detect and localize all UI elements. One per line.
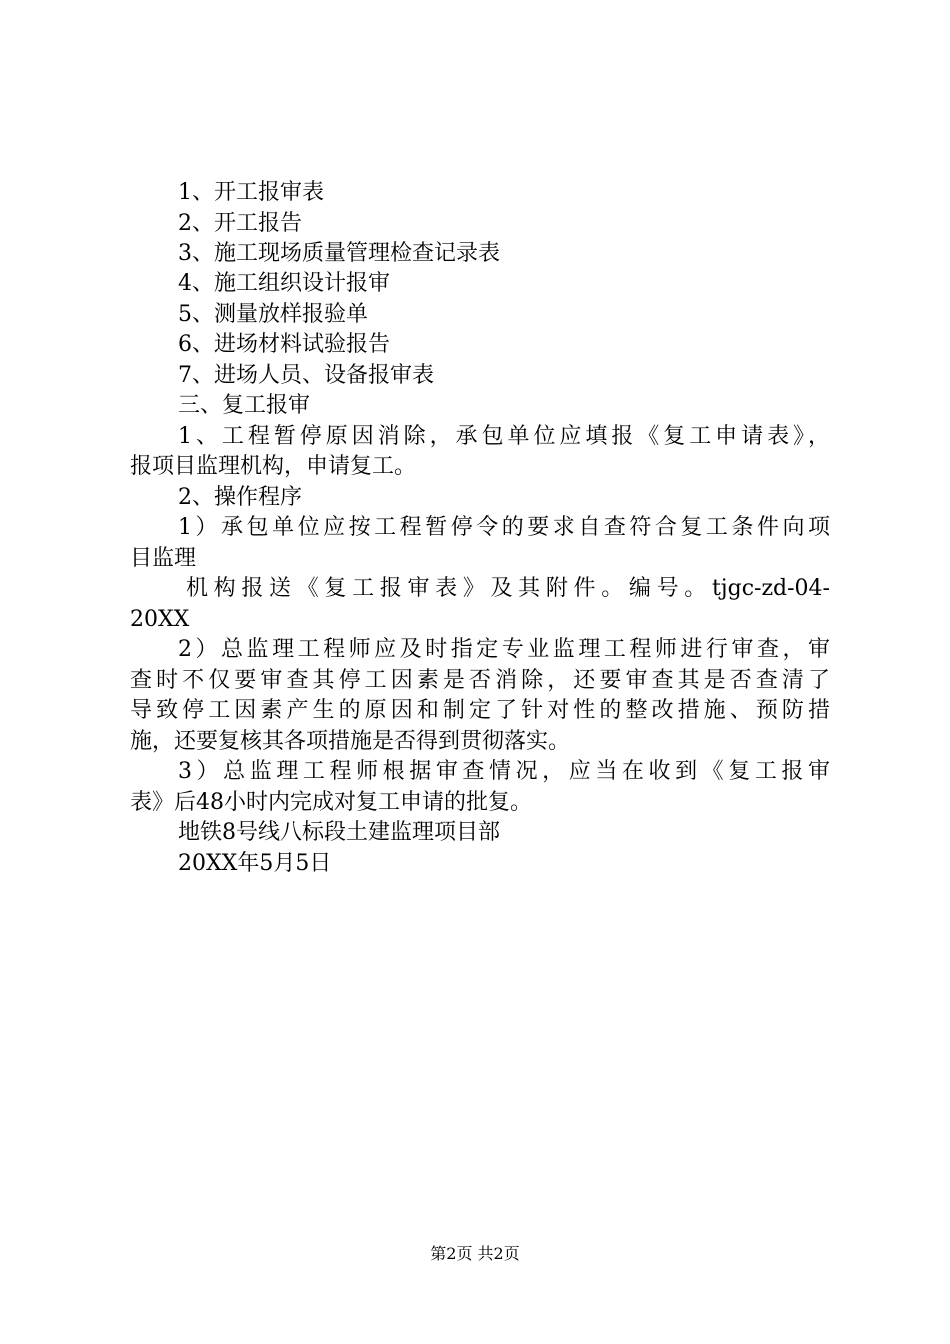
paragraph-line: 施，还要复核其各项措施是否得到贯彻落实。 (130, 729, 571, 754)
signature-date: 20XX年5月5日 (178, 851, 332, 876)
paragraph-line: 20XX (130, 607, 190, 632)
list-item-2: 2、开工报告 (178, 211, 302, 236)
list-item-7: 7、进场人员、设备报审表 (178, 363, 434, 388)
paragraph-line: 2）总监理工程师应及时指定专业监理工程师进行审查，审 (178, 637, 830, 662)
list-item-1: 1、开工报审表 (178, 180, 324, 205)
signature-organization: 地铁8号线八标段土建监理项目部 (178, 820, 500, 845)
paragraph-line: 查时不仅要审查其停工因素是否消除，还要审查其是否查清了 (130, 668, 830, 693)
list-item-4: 4、施工组织设计报审 (178, 271, 390, 296)
paragraph-line: 目监理 (130, 546, 197, 571)
list-item-5: 5、测量放样报验单 (178, 302, 368, 327)
paragraph-line: 1）承包单位应按工程暂停令的要求自查符合复工条件向项 (178, 515, 830, 540)
subsection-heading: 2、操作程序 (178, 485, 302, 510)
paragraph-line: 3）总监理工程师根据审查情况，应当在收到《复工报审 (178, 759, 830, 784)
list-item-6: 6、进场材料试验报告 (178, 332, 390, 357)
paragraph-line: 1、工程暂停原因消除，承包单位应填报《复工申请表》， (178, 424, 830, 449)
paragraph-line: 报项目监理机构，申请复工。 (130, 454, 417, 479)
section-heading: 三、复工报审 (178, 393, 311, 418)
page-footer: 第2页 共2页 (430, 1244, 520, 1263)
paragraph-line: 导致停工因素产生的原因和制定了针对性的整改措施、预防措 (130, 698, 830, 723)
paragraph-line: 机构报送《复工报审表》及其附件。编号。tjgc-zd-04- (186, 576, 830, 601)
list-item-3: 3、施工现场质量管理检查记录表 (178, 241, 500, 266)
paragraph-line: 表》后48小时内完成对复工申请的批复。 (130, 790, 532, 815)
